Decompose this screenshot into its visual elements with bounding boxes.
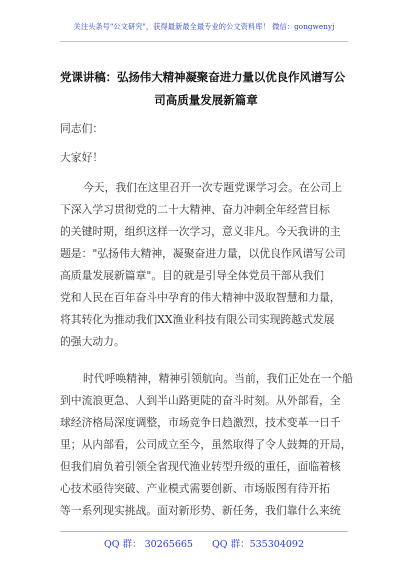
paragraph-line: 到中流浪更急、人到半山路更陡的奋斗时刻。从外部看，全 [60,394,341,407]
paragraph-line: 的强大动力。 [60,335,125,348]
paragraph-line: 高质量发展新篇章"。目的就是引导全体党员干部从我们 [60,269,325,282]
paragraph-line: 题是："弘扬伟大精神，凝聚奋进力量，以优良作风谱写公司 [60,247,346,260]
footer [0,536,408,550]
salutation-greeting: 大家好！ [60,151,104,164]
paragraph-line: 时代呼唤精神，精神引领航向。当前，我们正处在一个船 [83,372,353,385]
paragraph-line: 但我们肩负着引领全省现代渔业转型升级的重任，面临着核 [60,460,341,473]
paragraph-line: 今天，我们在这里召开一次专题党课学习会。在公司上 [83,181,343,194]
salutation-comrades: 同志们： [60,122,104,135]
paragraph-line: 的关键时期，组织这样一次学习，意义非凡。今天我讲的主 [60,225,341,238]
paragraph-line: 心技术亟待突破、产业模式需要创新、市场版图有待开拓 [60,482,330,495]
paragraph-line: 将其转化为推动我们XX渔业科技有限公司实现跨越式发展 [60,313,335,326]
footer-qq-group-1: QQ 群： 30265665 [103,539,193,550]
title-line-2: 司高质量发展新篇章 [154,93,258,107]
header-divider [60,41,348,42]
paragraph-line: 下深入学习贯彻党的二十大精神、奋力冲刺全年经营目标 [60,203,330,216]
footer-divider [60,531,348,532]
paragraph-line: 党和人民在百年奋斗中孕育的伟大精神中汲取智慧和力量， [60,291,341,304]
header-banner: 关注头条号"公文研究"，获得最新最全最专业的公文资料库！ 微信：gongwenyj [73,22,335,31]
paragraph-line: 球经济格局深度调整，市场竞争日趋激烈，技术变革一日千 [60,416,341,429]
paragraph-2 [60,368,353,522]
paragraph-line: 等一系列现实挑战。面对新形势、新任务，我们靠什么来统 [60,504,341,517]
title-line-1: 党课讲稿：弘扬伟大精神凝聚奋进力量以优良作风谱写公 [60,70,345,84]
footer-qq-group-2: QQ 群：535304092 [212,539,304,550]
document-title [60,66,352,112]
paragraph-1 [60,177,350,353]
paragraph-line: 里；从内部看，公司成立至今，虽然取得了令人鼓舞的开局， [60,438,352,451]
